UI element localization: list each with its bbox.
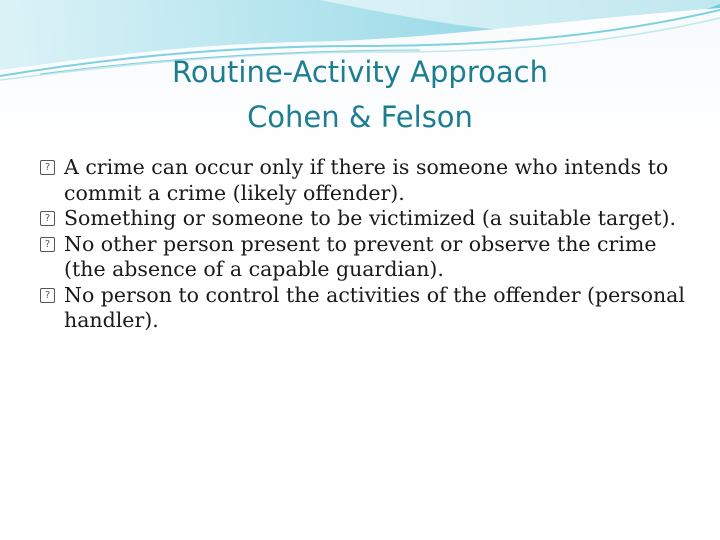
missing-glyph-box-icon: ? (40, 288, 55, 303)
missing-glyph-box-icon: ? (40, 160, 55, 175)
bullet-item (40, 283, 700, 334)
bullet-text: Something or someone to be victimized (a suitable target). (64, 206, 676, 230)
bullet-item (40, 155, 700, 206)
bullet-text: A crime can occur only if there is someone who intends to commit a crime (likely offender). (64, 155, 669, 205)
slide-title (0, 50, 720, 140)
missing-glyph-box-icon: ? (40, 211, 55, 226)
bullet-item (40, 206, 700, 232)
title-line-2: Cohen & Felson (247, 100, 473, 134)
bullet-item (40, 232, 700, 283)
missing-glyph-box-icon: ? (40, 237, 55, 252)
bullet-text: No other person present to prevent or observe the crime (the absence of a capable guardian). (64, 231, 657, 281)
bullet-text: No person to control the activities of the offender (personal handler). (64, 282, 685, 332)
title-line-1: Routine-Activity Approach (172, 55, 548, 89)
bullet-list (40, 155, 700, 334)
